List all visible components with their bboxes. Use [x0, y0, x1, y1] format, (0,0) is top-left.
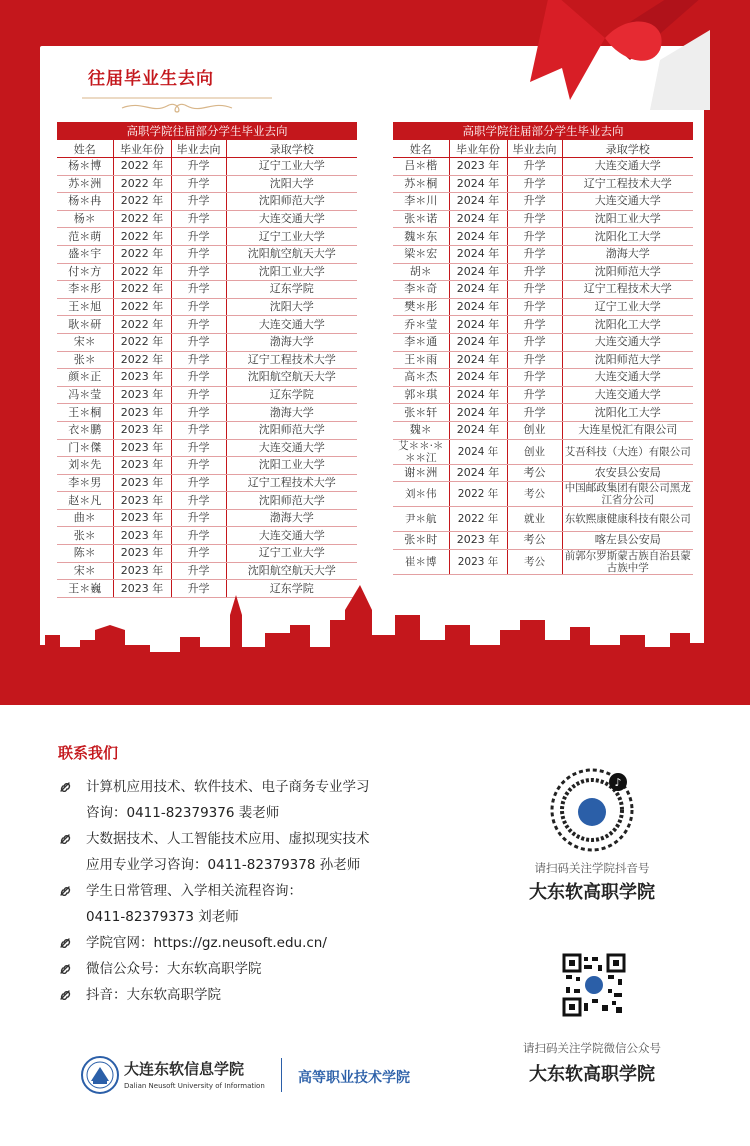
link-icon	[58, 832, 73, 847]
table-row	[57, 509, 357, 527]
cell-year: 2023 年	[113, 386, 171, 404]
department-name: 高等职业技术学院	[298, 1070, 410, 1086]
cell-year: 2022 年	[113, 333, 171, 351]
cell-destination: 升学	[507, 263, 562, 281]
cell-school: 沈阳工业大学	[226, 457, 357, 475]
table-row	[393, 228, 693, 246]
table-caption: 高职学院往届部分学生毕业去向	[393, 122, 693, 140]
cell-name: 高＊杰	[393, 369, 449, 387]
cell-destination: 升学	[171, 580, 226, 598]
table-row	[393, 404, 693, 422]
wechat-qr	[562, 953, 626, 1017]
cell-name: 胡＊	[393, 263, 449, 281]
cell-name: 张＊	[57, 351, 113, 369]
contact-title: 联系我们	[58, 744, 119, 762]
cell-destination: 升学	[507, 386, 562, 404]
cell-destination: 升学	[171, 457, 226, 475]
cell-year: 2023 年	[113, 474, 171, 492]
cell-name: 艾＊＊·＊＊＊江	[393, 439, 449, 464]
ribbon-icon	[510, 0, 710, 110]
cell-school: 辽宁工业大学	[226, 158, 357, 176]
cell-school: 沈阳师范大学	[226, 421, 357, 439]
university-name-cn: 大连东软信息学院	[124, 1060, 245, 1078]
cell-name: 王＊雨	[393, 351, 449, 369]
douyin-account-name: 大东软高职学院	[529, 882, 655, 903]
cell-school: 辽宁工业大学	[562, 298, 693, 316]
cell-school: 大连交通大学	[562, 386, 693, 404]
cell-school: 渤海大学	[226, 333, 357, 351]
contact-item	[58, 878, 302, 930]
cell-destination: 升学	[171, 492, 226, 510]
cell-school: 大连交通大学	[562, 369, 693, 387]
cell-name: 赵＊凡	[57, 492, 113, 510]
table-row	[393, 298, 693, 316]
graduates-table-right	[393, 122, 693, 575]
cell-year: 2024 年	[449, 298, 507, 316]
cell-destination: 升学	[507, 193, 562, 211]
cell-destination: 升学	[171, 474, 226, 492]
cell-name: 冯＊莹	[57, 386, 113, 404]
cell-school: 大连交通大学	[226, 527, 357, 545]
cell-name: 耿＊研	[57, 316, 113, 334]
cell-name: 魏＊	[393, 421, 449, 439]
wechat-account-name: 大东软高职学院	[529, 1064, 655, 1085]
cell-destination: 创业	[507, 421, 562, 439]
cell-school: 喀左县公安局	[562, 532, 693, 550]
cell-school: 渤海大学	[226, 404, 357, 422]
table-row	[393, 175, 693, 193]
table-row	[393, 532, 693, 550]
cell-year: 2022 年	[113, 158, 171, 176]
contact-text: 计算机应用技术、软件技术、电子商务专业学习	[86, 779, 370, 795]
wechat-qr-caption: 请扫码关注学院微信公众号	[523, 1041, 661, 1055]
table-row	[393, 464, 693, 482]
table-row	[57, 228, 357, 246]
cell-year: 2024 年	[449, 369, 507, 387]
table-row	[57, 281, 357, 299]
cell-name: 颜＊正	[57, 369, 113, 387]
cell-school: 沈阳师范大学	[562, 351, 693, 369]
table-row	[393, 245, 693, 263]
cell-name: 范＊萌	[57, 228, 113, 246]
cell-destination: 升学	[507, 404, 562, 422]
contact-text-cont: 应用专业学习咨询：0411-82379378 孙老师	[86, 857, 361, 873]
cell-school: 大连星悦汇有限公司	[562, 421, 693, 439]
cell-year: 2022 年	[449, 482, 507, 507]
table-row	[57, 210, 357, 228]
cell-destination: 升学	[507, 316, 562, 334]
cell-destination: 升学	[507, 175, 562, 193]
table-row	[393, 316, 693, 334]
cell-year: 2024 年	[449, 263, 507, 281]
cell-name: 崔＊博	[393, 549, 449, 574]
cell-name: 王＊旭	[57, 298, 113, 316]
cell-year: 2023 年	[113, 404, 171, 422]
cell-name: 张＊轩	[393, 404, 449, 422]
cell-destination: 升学	[507, 228, 562, 246]
contact-item	[58, 982, 221, 1008]
cell-destination: 升学	[171, 509, 226, 527]
contact-text: 抖音：大东软高职学院	[86, 987, 221, 1003]
cell-year: 2022 年	[113, 351, 171, 369]
cell-school: 沈阳师范大学	[562, 263, 693, 281]
cell-year: 2022 年	[113, 175, 171, 193]
cell-name: 宋＊	[57, 333, 113, 351]
cell-name: 苏＊洲	[57, 175, 113, 193]
table-row	[393, 333, 693, 351]
cell-destination: 考公	[507, 532, 562, 550]
table-row	[57, 457, 357, 475]
cell-destination: 升学	[507, 245, 562, 263]
cell-destination: 升学	[507, 298, 562, 316]
cell-year: 2024 年	[449, 333, 507, 351]
table-row	[57, 333, 357, 351]
table-row	[57, 175, 357, 193]
table-row	[57, 351, 357, 369]
cell-name: 魏＊东	[393, 228, 449, 246]
table-row	[57, 474, 357, 492]
cell-destination: 升学	[171, 298, 226, 316]
table-row	[393, 281, 693, 299]
table-row	[57, 404, 357, 422]
cell-school: 大连交通大学	[562, 193, 693, 211]
cell-year: 2023 年	[113, 492, 171, 510]
cell-name: 杨＊	[57, 210, 113, 228]
cell-name: 李＊通	[393, 333, 449, 351]
cell-school: 辽宁工业大学	[226, 228, 357, 246]
cell-name: 王＊巍	[57, 580, 113, 598]
douyin-qr-caption: 请扫码关注学院抖音号	[534, 861, 650, 875]
cell-destination: 升学	[171, 193, 226, 211]
cell-school: 大连交通大学	[226, 316, 357, 334]
cell-school: 沈阳大学	[226, 298, 357, 316]
cell-school: 沈阳师范大学	[226, 492, 357, 510]
contact-text: 学生日常管理、入学相关流程咨询：	[86, 883, 302, 899]
cell-school: 辽宁工程技术大学	[562, 175, 693, 193]
cell-school: 辽宁工程技术大学	[226, 474, 357, 492]
cell-destination: 考公	[507, 482, 562, 507]
cell-name: 张＊	[57, 527, 113, 545]
cell-name: 吕＊楷	[393, 158, 449, 176]
column-header-destination: 毕业去向	[171, 140, 226, 158]
cell-name: 张＊诺	[393, 210, 449, 228]
cell-name: 李＊奇	[393, 281, 449, 299]
cell-year: 2024 年	[449, 351, 507, 369]
cell-destination: 升学	[507, 351, 562, 369]
cell-year: 2023 年	[113, 421, 171, 439]
table-row	[57, 369, 357, 387]
cell-year: 2023 年	[113, 580, 171, 598]
cell-year: 2023 年	[113, 562, 171, 580]
cell-year: 2024 年	[449, 245, 507, 263]
column-header-name: 姓名	[393, 140, 449, 158]
cell-name: 王＊桐	[57, 404, 113, 422]
cell-destination: 升学	[171, 210, 226, 228]
cell-name: 乔＊莹	[393, 316, 449, 334]
cell-school: 渤海大学	[226, 509, 357, 527]
cell-school: 大连交通大学	[562, 333, 693, 351]
cell-destination: 升学	[171, 562, 226, 580]
cell-school: 沈阳师范大学	[226, 193, 357, 211]
cell-year: 2023 年	[449, 549, 507, 574]
contact-text-cont: 咨询：0411-82379376 裴老师	[86, 805, 280, 821]
contact-text-cont: 0411-82379373 刘老师	[86, 909, 239, 925]
link-icon	[58, 780, 73, 795]
cell-destination: 升学	[171, 281, 226, 299]
cell-name: 樊＊彤	[393, 298, 449, 316]
cell-name: 郭＊琪	[393, 386, 449, 404]
cell-name: 付＊方	[57, 263, 113, 281]
cell-school: 艾吾科技（大连）有限公司	[562, 439, 693, 464]
contact-text: 大数据技术、人工智能技术应用、虚拟现实技术	[86, 831, 370, 847]
cell-destination: 升学	[507, 158, 562, 176]
cell-school: 沈阳大学	[226, 175, 357, 193]
table-row	[57, 439, 357, 457]
column-header-year: 毕业年份	[113, 140, 171, 158]
cell-destination: 升学	[171, 228, 226, 246]
cell-destination: 升学	[171, 439, 226, 457]
cell-school: 沈阳工业大学	[226, 263, 357, 281]
table-row	[393, 210, 693, 228]
cell-school: 辽东学院	[226, 386, 357, 404]
cell-name: 宋＊	[57, 562, 113, 580]
cell-destination: 升学	[171, 316, 226, 334]
graduates-table-left	[57, 122, 357, 598]
cell-destination: 升学	[171, 158, 226, 176]
link-icon	[58, 962, 73, 977]
cell-year: 2023 年	[449, 532, 507, 550]
table-row	[57, 193, 357, 211]
cell-name: 杨＊博	[57, 158, 113, 176]
link-icon	[58, 936, 73, 951]
cell-school: 东软熙康健康科技有限公司	[562, 507, 693, 532]
cell-destination: 升学	[171, 175, 226, 193]
table-row	[393, 351, 693, 369]
skyline-image	[0, 585, 750, 705]
cell-name: 曲＊	[57, 509, 113, 527]
contact-item	[58, 826, 370, 878]
cell-name: 李＊川	[393, 193, 449, 211]
table-row	[57, 421, 357, 439]
table-row	[57, 298, 357, 316]
cell-year: 2023 年	[113, 509, 171, 527]
table-row	[393, 507, 693, 532]
column-header-school: 录取学校	[226, 140, 357, 158]
table-row	[393, 439, 693, 464]
cell-name: 杨＊冉	[57, 193, 113, 211]
cell-destination: 升学	[171, 245, 226, 263]
cell-name: 陈＊	[57, 545, 113, 563]
cell-year: 2022 年	[449, 507, 507, 532]
cell-year: 2022 年	[113, 228, 171, 246]
cell-destination: 考公	[507, 464, 562, 482]
cell-name: 李＊彤	[57, 281, 113, 299]
table-row	[393, 482, 693, 507]
cell-school: 渤海大学	[562, 245, 693, 263]
cell-destination: 升学	[507, 333, 562, 351]
cell-year: 2024 年	[449, 281, 507, 299]
cell-year: 2022 年	[113, 193, 171, 211]
cell-destination: 升学	[171, 333, 226, 351]
cell-destination: 升学	[171, 369, 226, 387]
cell-year: 2024 年	[449, 464, 507, 482]
table-row	[393, 386, 693, 404]
cell-destination: 考公	[507, 549, 562, 574]
cell-school: 沈阳化工大学	[562, 228, 693, 246]
cell-name: 刘＊先	[57, 457, 113, 475]
cell-school: 辽东学院	[226, 281, 357, 299]
column-header-school: 录取学校	[562, 140, 693, 158]
table-row	[57, 386, 357, 404]
column-header-destination: 毕业去向	[507, 140, 562, 158]
cell-year: 2023 年	[449, 158, 507, 176]
cell-year: 2022 年	[113, 281, 171, 299]
contact-item	[58, 774, 370, 826]
cell-year: 2024 年	[449, 439, 507, 464]
cell-name: 李＊男	[57, 474, 113, 492]
cell-year: 2024 年	[449, 404, 507, 422]
page-title: 往届毕业生去向	[88, 69, 214, 89]
cell-destination: 升学	[171, 263, 226, 281]
contact-item[interactable]	[58, 930, 327, 956]
cell-school: 辽宁工程技术大学	[226, 351, 357, 369]
contact-text: 学院官网：https://gz.neusoft.edu.cn/	[86, 935, 327, 951]
cell-year: 2024 年	[449, 175, 507, 193]
cell-school: 辽宁工程技术大学	[562, 281, 693, 299]
cell-school: 中国邮政集团有限公司黑龙江省分公司	[562, 482, 693, 507]
cell-name: 衣＊鹏	[57, 421, 113, 439]
cell-school: 前郭尔罗斯蒙古族自治县蒙古族中学	[562, 549, 693, 574]
cell-year: 2024 年	[449, 386, 507, 404]
table-row	[393, 158, 693, 176]
cell-destination: 升学	[507, 281, 562, 299]
cell-name: 张＊时	[393, 532, 449, 550]
cell-destination: 升学	[171, 527, 226, 545]
svg-text:♪: ♪	[614, 776, 622, 789]
cell-destination: 创业	[507, 439, 562, 464]
cell-year: 2022 年	[113, 263, 171, 281]
table-row	[57, 158, 357, 176]
cell-year: 2022 年	[113, 316, 171, 334]
cell-name: 苏＊桐	[393, 175, 449, 193]
cell-name: 谢＊洲	[393, 464, 449, 482]
cell-school: 沈阳工业大学	[562, 210, 693, 228]
cell-year: 2024 年	[449, 421, 507, 439]
cell-year: 2022 年	[113, 210, 171, 228]
cell-name: 门＊傑	[57, 439, 113, 457]
cell-year: 2023 年	[113, 369, 171, 387]
cell-name: 尹＊航	[393, 507, 449, 532]
cell-destination: 就业	[507, 507, 562, 532]
table-row	[393, 421, 693, 439]
contact-text: 微信公众号：大东软高职学院	[86, 961, 262, 977]
cell-school: 辽东学院	[226, 580, 357, 598]
table-row	[57, 245, 357, 263]
cell-school: 沈阳航空航天大学	[226, 369, 357, 387]
cell-destination: 升学	[171, 351, 226, 369]
logo-divider	[281, 1058, 282, 1092]
cell-destination: 升学	[171, 386, 226, 404]
cell-year: 2024 年	[449, 316, 507, 334]
cell-school: 沈阳航空航天大学	[226, 245, 357, 263]
cell-year: 2022 年	[113, 245, 171, 263]
cell-school: 农安县公安局	[562, 464, 693, 482]
link-icon	[58, 988, 73, 1003]
table-row	[57, 492, 357, 510]
cell-year: 2024 年	[449, 193, 507, 211]
table-caption: 高职学院往届部分学生毕业去向	[57, 122, 357, 140]
table-row	[57, 316, 357, 334]
cell-name: 刘＊伟	[393, 482, 449, 507]
cell-year: 2023 年	[113, 545, 171, 563]
university-logo	[80, 1055, 120, 1095]
table-row	[57, 545, 357, 563]
column-header-name: 姓名	[57, 140, 113, 158]
cell-school: 大连交通大学	[562, 158, 693, 176]
university-name-en: Dalian Neusoft University of Information	[124, 1082, 265, 1090]
cell-destination: 升学	[171, 545, 226, 563]
cell-year: 2022 年	[113, 298, 171, 316]
cell-school: 大连交通大学	[226, 210, 357, 228]
cell-school: 沈阳化工大学	[562, 404, 693, 422]
table-row	[57, 527, 357, 545]
cell-school: 辽宁工业大学	[226, 545, 357, 563]
title-ornament	[82, 90, 272, 116]
link-icon	[58, 884, 73, 899]
table-row	[57, 562, 357, 580]
cell-name: 盛＊宇	[57, 245, 113, 263]
table-row	[393, 263, 693, 281]
cell-year: 2023 年	[113, 439, 171, 457]
cell-destination: 升学	[507, 210, 562, 228]
cell-destination: 升学	[171, 404, 226, 422]
cell-year: 2024 年	[449, 228, 507, 246]
table-row	[57, 263, 357, 281]
table-row	[393, 549, 693, 574]
contact-item	[58, 956, 262, 982]
cell-destination: 升学	[507, 369, 562, 387]
cell-year: 2023 年	[113, 527, 171, 545]
cell-name: 梁＊宏	[393, 245, 449, 263]
cell-year: 2024 年	[449, 210, 507, 228]
column-header-year: 毕业年份	[449, 140, 507, 158]
cell-destination: 升学	[171, 421, 226, 439]
cell-year: 2023 年	[113, 457, 171, 475]
douyin-qr	[550, 768, 634, 852]
table-row	[393, 369, 693, 387]
cell-school: 大连交通大学	[226, 439, 357, 457]
cell-school: 沈阳化工大学	[562, 316, 693, 334]
cell-school: 沈阳航空航天大学	[226, 562, 357, 580]
table-row	[393, 193, 693, 211]
